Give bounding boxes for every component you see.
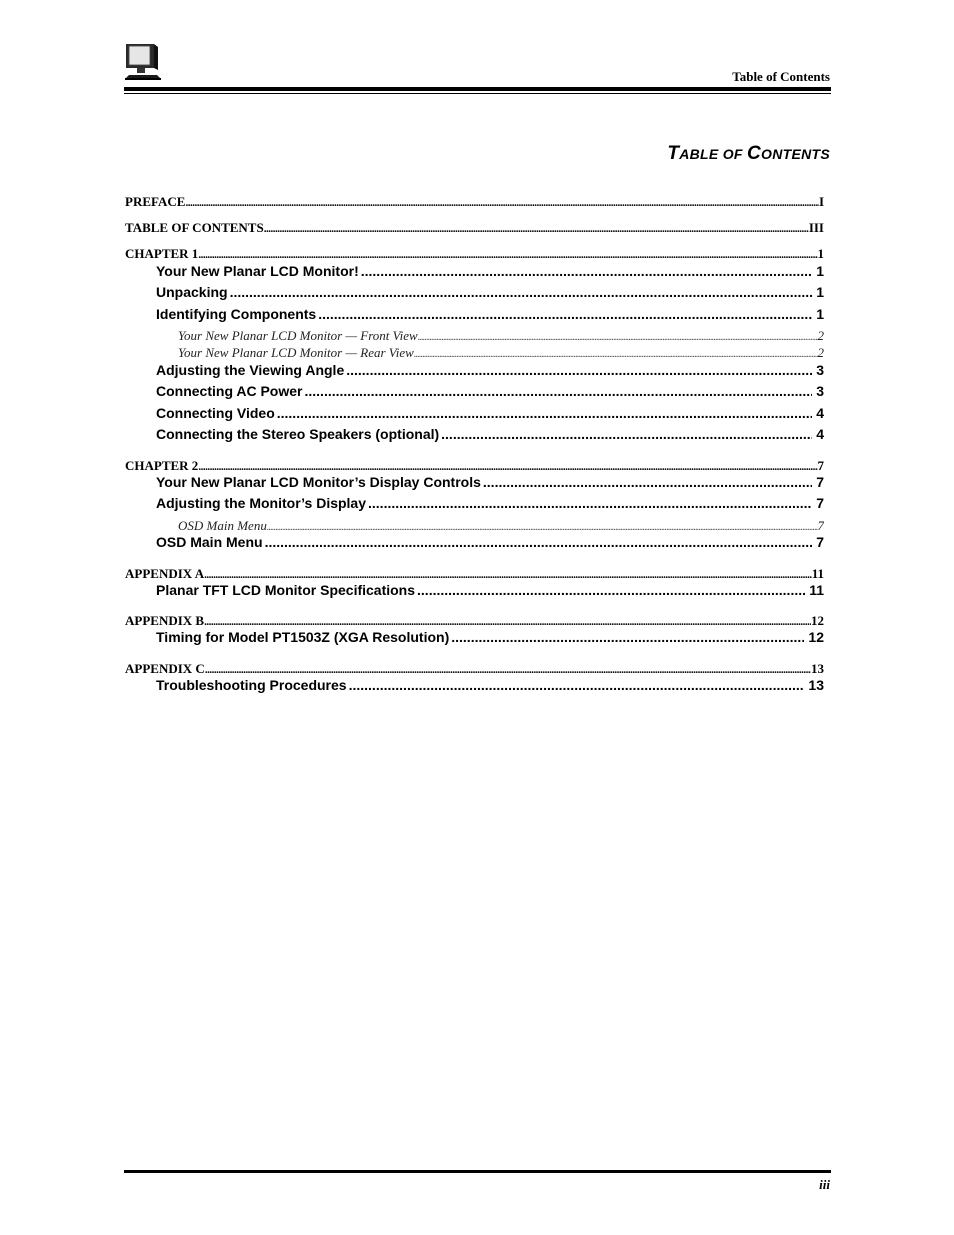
toc-dot-leader xyxy=(346,362,812,378)
toc-entry-title: OSD Main Menu xyxy=(156,534,263,550)
toc-entry-title: Planar TFT LCD Monitor Specifications xyxy=(156,582,416,598)
toc-entry-title: TABLE OF CONTENTS xyxy=(125,220,264,235)
header-rule-thick xyxy=(124,87,831,91)
toc-entry[interactable] xyxy=(156,495,824,511)
toc-entry[interactable] xyxy=(178,345,824,361)
toc-entry-page: 12 xyxy=(808,629,824,645)
toc-dot-leader xyxy=(204,616,811,628)
toc-entry-page: 3 xyxy=(816,362,824,378)
toc-entry[interactable] xyxy=(156,263,824,279)
toc-entry-page: 7 xyxy=(816,474,824,490)
toc-entry-title: Connecting Video xyxy=(156,405,275,421)
toc-entry[interactable] xyxy=(156,582,824,598)
toc-dot-leader xyxy=(318,306,812,322)
toc-entry[interactable] xyxy=(156,629,824,645)
toc-dot-leader xyxy=(361,263,812,279)
toc-dot-leader xyxy=(265,534,813,550)
toc-entry[interactable] xyxy=(156,534,824,550)
toc-entry-title: Unpacking xyxy=(156,284,228,300)
toc-entry-title: APPENDIX C xyxy=(125,661,205,676)
toc-entry-title: PREFACE xyxy=(125,194,186,209)
toc-entry-title: APPENDIX B xyxy=(125,613,205,628)
toc-entry-page: 7 xyxy=(816,495,824,511)
toc-entry-title: Connecting AC Power xyxy=(156,383,303,399)
toc-entry[interactable] xyxy=(156,405,824,421)
toc-entry-page: 2 xyxy=(817,328,824,343)
toc-entry-title: APPENDIX A xyxy=(125,566,205,581)
toc-entry-page: 13 xyxy=(811,661,824,676)
toc-entry[interactable] xyxy=(178,518,824,534)
toc-dot-leader xyxy=(417,582,805,598)
toc-entry[interactable] xyxy=(178,328,824,344)
toc-entry[interactable] xyxy=(125,246,824,262)
lcd-monitor-icon xyxy=(123,42,167,82)
toc-entry-page: 3 xyxy=(816,383,824,399)
toc-entry-page: 7 xyxy=(817,518,824,533)
toc-entry[interactable] xyxy=(156,362,824,378)
toc-entry-title: Troubleshooting Procedures xyxy=(156,677,347,693)
toc-entry[interactable] xyxy=(156,306,824,322)
toc-entry[interactable] xyxy=(156,474,824,490)
toc-dot-leader xyxy=(230,284,813,300)
page-title: TABLE OF CONTENTS xyxy=(667,143,830,164)
toc-dot-leader xyxy=(349,677,805,693)
toc-dot-leader xyxy=(198,249,817,261)
toc-entry-page: 2 xyxy=(817,345,824,360)
header-rule-thin xyxy=(124,93,831,94)
toc-entry-title: Your New Planar LCD Monitor’s Display Controls xyxy=(156,474,481,490)
toc-entry[interactable] xyxy=(156,677,824,693)
toc-entry-page: 12 xyxy=(811,613,824,628)
toc-entry-title: Adjusting the Viewing Angle xyxy=(156,362,345,378)
toc-entry-page: I xyxy=(818,194,824,209)
toc-dot-leader xyxy=(185,197,819,209)
toc-entry[interactable] xyxy=(125,194,824,210)
running-header-title: Table of Contents xyxy=(732,69,830,84)
toc-entry[interactable] xyxy=(125,661,824,677)
toc-entry-title: CHAPTER 2 xyxy=(125,458,199,473)
toc-dot-leader xyxy=(451,629,804,645)
toc-dot-leader xyxy=(198,461,817,473)
toc-dot-leader xyxy=(204,569,812,581)
toc-dot-leader xyxy=(205,664,811,676)
toc-entry-title: Adjusting the Monitor’s Display xyxy=(156,495,367,511)
toc-entry-page: 1 xyxy=(817,246,824,261)
toc-entry-title: CHAPTER 1 xyxy=(125,246,199,261)
toc-entry-page: III xyxy=(808,220,824,235)
toc-entry-page: 4 xyxy=(816,426,824,442)
toc-dot-leader xyxy=(277,405,812,421)
toc-entry[interactable] xyxy=(125,458,824,474)
toc-dot-leader xyxy=(264,223,809,235)
toc-dot-leader xyxy=(267,522,818,533)
toc-entry-title: Timing for Model PT1503Z (XGA Resolution) xyxy=(156,629,450,645)
toc-entry-title: Your New Planar LCD Monitor! xyxy=(156,263,359,279)
toc-dot-leader xyxy=(414,349,818,360)
toc-entry-page: 13 xyxy=(808,677,824,693)
toc-entry[interactable] xyxy=(156,383,824,399)
toc-entry[interactable] xyxy=(125,613,824,629)
toc-entry-page: 11 xyxy=(809,582,824,598)
toc-entry-title: Connecting the Stereo Speakers (optional) xyxy=(156,426,440,442)
toc-entry-page: 4 xyxy=(816,405,824,421)
footer-rule xyxy=(124,1170,831,1173)
toc-dot-leader xyxy=(305,383,813,399)
toc-entry-page: 1 xyxy=(816,284,824,300)
toc-dot-leader xyxy=(483,474,812,490)
toc-entry-page: 11 xyxy=(811,566,824,581)
toc-entry[interactable] xyxy=(156,426,824,442)
toc-entry[interactable] xyxy=(125,566,824,582)
page-number: iii xyxy=(819,1177,830,1192)
toc-dot-leader xyxy=(441,426,812,442)
toc-entry-title: OSD Main Menu xyxy=(178,518,267,533)
toc-dot-leader xyxy=(418,332,818,343)
toc-entry-page: 7 xyxy=(817,458,824,473)
toc-entry-page: 1 xyxy=(816,263,824,279)
toc-dot-leader xyxy=(368,495,812,511)
toc-entry[interactable] xyxy=(125,220,824,236)
toc-entry-title: Identifying Components xyxy=(156,306,317,322)
toc-entry-title: Your New Planar LCD Monitor — Front View xyxy=(178,328,418,343)
toc-entry-title: Your New Planar LCD Monitor — Rear View xyxy=(178,345,414,360)
toc-entry[interactable] xyxy=(156,284,824,300)
toc-entry-page: 1 xyxy=(816,306,824,322)
toc-entry-page: 7 xyxy=(816,534,824,550)
